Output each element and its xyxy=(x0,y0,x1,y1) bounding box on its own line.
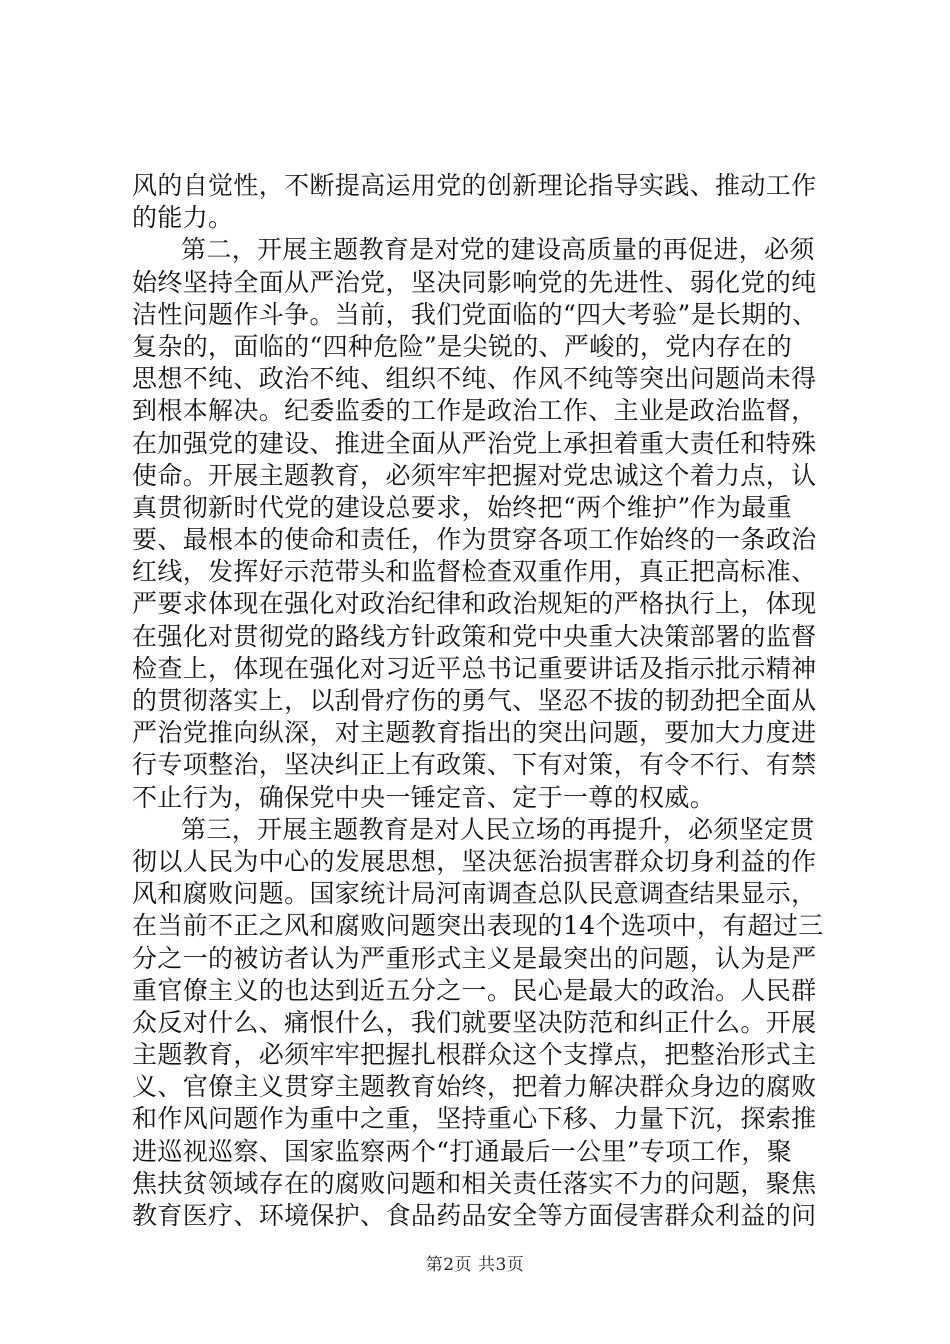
text-line: 义、官僚主义贯穿主题教育始终，把着力解决群众身边的腐败 xyxy=(132,1072,817,1102)
text-line: 众反对什么、痛恨什么，我们就要坚决防范和纠正什么。开展 xyxy=(132,1007,817,1037)
text-line: 风和腐败问题。国家统计局河南调查总队民意调查结果显示， xyxy=(132,879,817,909)
text-line: 到根本解决。纪委监委的工作是政治工作、主业是政治监督， xyxy=(132,396,817,426)
document-body xyxy=(132,170,832,1232)
text-line: 教育医疗、环境保护、食品药品安全等方面侵害群众利益的问 xyxy=(132,1201,817,1230)
text-line: 红线，发挥好示范带头和监督检查双重作用，真正把高标准、 xyxy=(132,557,817,587)
text-line: 焦扶贫领域存在的腐败问题和相关责任落实不力的问题，聚焦 xyxy=(132,1168,817,1198)
text-line: 在当前不正之风和腐败问题突出表现的14个选项中，有超过三 xyxy=(132,911,824,941)
text-line: 在加强党的建设、推进全面从严治党上承担着重大责任和特殊 xyxy=(132,428,817,458)
paragraph-first-line: 第三，开展主题教育是对人民立场的再提升，必须坚定贯 xyxy=(181,814,815,844)
text-line: 严治党推向纵深，对主题教育指出的突出问题，要加大力度进 xyxy=(132,718,817,748)
text-line: 洁性问题作斗争。当前，我们党面临的“四大考验”是长期的、 xyxy=(132,299,818,329)
text-line: 思想不纯、政治不纯、组织不纯、作风不纯等突出问题尚未得 xyxy=(132,364,817,394)
text-line: 严要求体现在强化对政治纪律和政治规矩的严格执行上，体现 xyxy=(132,589,817,619)
text-line: 分之一的被访者认为严重形式主义是最突出的问题，认为是严 xyxy=(132,943,817,973)
text-line: 使命。开展主题教育，必须牢牢把握对党忠诚这个着力点，认 xyxy=(132,460,817,490)
text-line: 和作风问题作为重中之重，坚持重心下移、力量下沉，探索推 xyxy=(132,1104,817,1134)
text-line: 检查上，体现在强化对习近平总书记重要讲话及指示批示精神 xyxy=(132,653,817,683)
text-line: 要、最根本的使命和责任，作为贯穿各项工作始终的一条政治 xyxy=(132,525,817,555)
text-line: 彻以人民为中心的发展思想，坚决惩治损害群众切身利益的作 xyxy=(132,846,817,876)
text-line: 重官僚主义的也达到近五分之一。民心是最大的政治。人民群 xyxy=(132,975,817,1005)
page-number-footer: 第2页 共3页 xyxy=(425,1255,525,1275)
text-line: 始终坚持全面从严治党，坚决同影响党的先进性、弱化党的纯 xyxy=(132,267,817,297)
text-line: 主题教育，必须牢牢把握扎根群众这个支撑点，把整治形式主 xyxy=(132,1040,817,1070)
paragraph-first-line: 第二，开展主题教育是对党的建设高质量的再促进，必须 xyxy=(181,235,815,265)
text-line: 复杂的，面临的“四种危险”是尖锐的、严峻的，党内存在的 xyxy=(132,331,793,361)
text-line: 不止行为，确保党中央一锤定音、定于一尊的权威。 xyxy=(132,782,716,812)
text-line: 的贯彻落实上，以刮骨疗伤的勇气、坚忍不拔的韧劲把全面从 xyxy=(132,686,817,715)
text-line: 的能力。 xyxy=(132,203,234,233)
text-line: 真贯彻新时代党的建设总要求，始终把“两个维护”作为最重 xyxy=(132,492,793,522)
text-line: 进巡视巡察、国家监察两个“打通最后一公里”专项工作，聚 xyxy=(132,1136,793,1166)
text-line: 在强化对贯彻党的路线方针政策和党中央重大决策部署的监督 xyxy=(132,621,817,651)
text-line: 风的自觉性，不断提高运用党的创新理论指导实践、推动工作 xyxy=(132,171,817,200)
text-line: 行专项整治，坚决纠正上有政策、下有对策，有令不行、有禁 xyxy=(132,750,817,780)
